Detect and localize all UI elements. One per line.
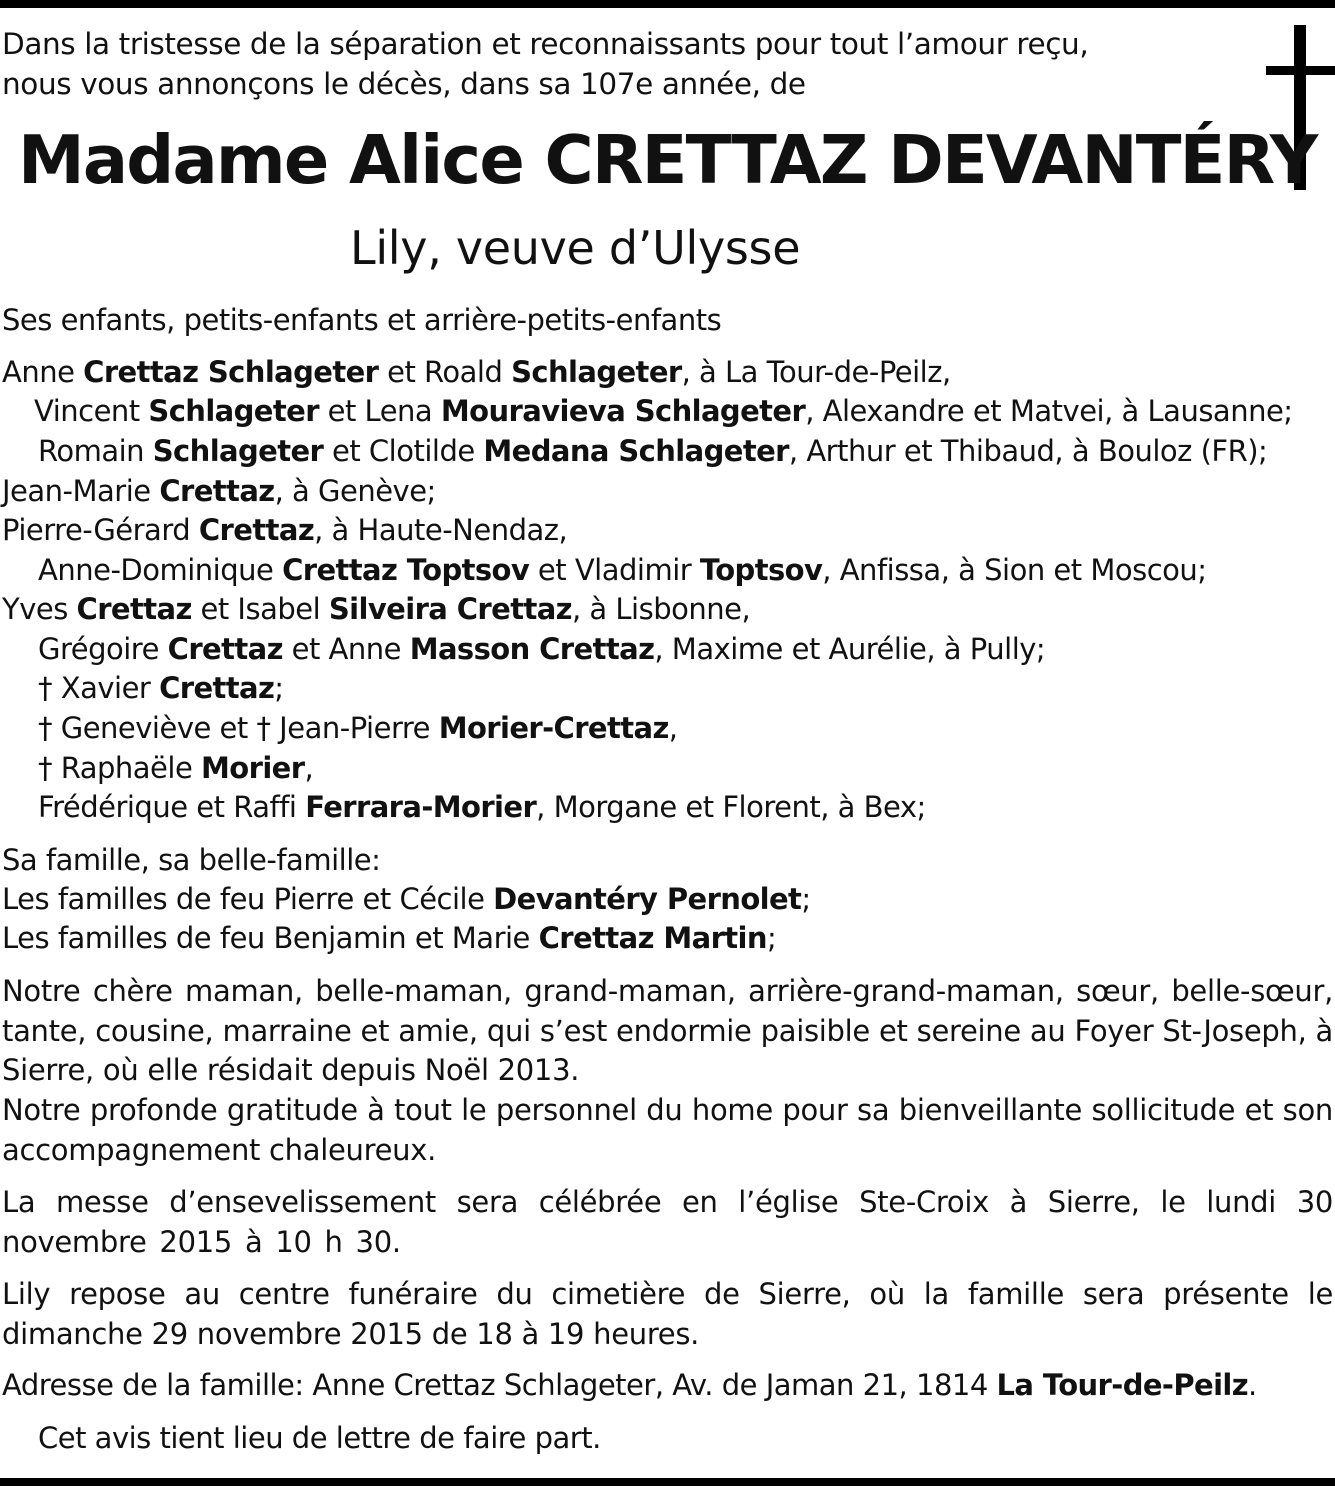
deceased-name: Madame Alice CRETTAZ DEVANTÉRY xyxy=(18,121,1317,199)
family-line: Frédérique et Raffi Ferrara-Morier, Morgane et Florent, à Bex; xyxy=(38,790,926,824)
family-line: Vincent Schlageter et Lena Mouravieva Schlageter, Alexandre et Matvei, à Lausanne; xyxy=(34,394,1293,428)
relatives-line: Les familles de feu Pierre et Cécile Devantéry Pernolet; xyxy=(2,882,811,916)
family-line: Anne Crettaz Schlageter et Roald Schlageter, à La Tour-de-Peilz, xyxy=(2,355,951,389)
family-line: Pierre-Gérard Crettaz, à Haute-Nendaz, xyxy=(2,513,568,547)
closing-note: Cet avis tient lieu de lettre de faire part. xyxy=(38,1421,601,1455)
relatives-line: Les familles de feu Benjamin et Marie Crettaz Martin; xyxy=(2,921,777,955)
relatives-heading: Sa famille, sa belle-famille: xyxy=(2,843,381,877)
mass-paragraph: La messe d’ensevelissement sera célébrée en l’église Ste-Croix à Sierre, le lundi 30 novembre 2015 à 10 h 30. xyxy=(2,1185,1333,1259)
family-line: Romain Schlageter et Clotilde Medana Schlageter, Arthur et Thibaud, à Bouloz (FR); xyxy=(38,434,1268,468)
family-line: † Geneviève et † Jean-Pierre Morier-Crettaz, xyxy=(38,711,678,745)
family-line: Yves Crettaz et Isabel Silveira Crettaz, à Lisbonne, xyxy=(2,592,751,626)
intro-line-1: Dans la tristesse de la séparation et reconnaissants pour tout l’amour reçu, xyxy=(2,27,1089,61)
family-line: † Xavier Crettaz; xyxy=(38,671,284,705)
bottom-border-rule xyxy=(0,1478,1335,1486)
cross-icon-horizontal xyxy=(1266,66,1335,75)
top-border-rule xyxy=(0,0,1335,8)
intro-line-2: nous vous annonçons le décès, dans sa 107e année, de xyxy=(2,67,806,101)
family-line: Jean-Marie Crettaz, à Genève; xyxy=(2,474,436,508)
family-heading: Ses enfants, petits-enfants et arrière-petits-enfants xyxy=(2,303,722,337)
deceased-subtitle: Lily, veuve d’Ulysse xyxy=(350,221,801,275)
family-line: Grégoire Crettaz et Anne Masson Crettaz, Maxime et Aurélie, à Pully; xyxy=(38,632,1046,666)
tribute-paragraph: Notre chère maman, belle-maman, grand-maman, arrière-grand-maman, sœur, belle-sœur, tante, cousine, marraine et amie, qui s’est endormie paisible et sereine au Foyer St-Joseph, à Sierre, où elle résidait depuis Noël 2013. xyxy=(2,974,1333,1087)
family-line: Anne-Dominique Crettaz Toptsov et Vladimir Toptsov, Anfissa, à Sion et Moscou; xyxy=(38,553,1207,587)
gratitude-paragraph: Notre profonde gratitude à tout le personnel du home pour sa bienveillante sollicitude et son accompagnement chaleureux. xyxy=(2,1093,1333,1167)
intro-text xyxy=(2,24,1252,104)
family-address: Adresse de la famille: Anne Crettaz Schlageter, Av. de Jaman 21, 1814 La Tour-de-Peilz. xyxy=(2,1368,1257,1402)
visitation-paragraph: Lily repose au centre funéraire du cimetière de Sierre, où la famille sera présente le dimanche 29 novembre 2015 de 18 à 19 heures. xyxy=(2,1277,1333,1351)
family-line: † Raphaële Morier, xyxy=(38,751,314,785)
